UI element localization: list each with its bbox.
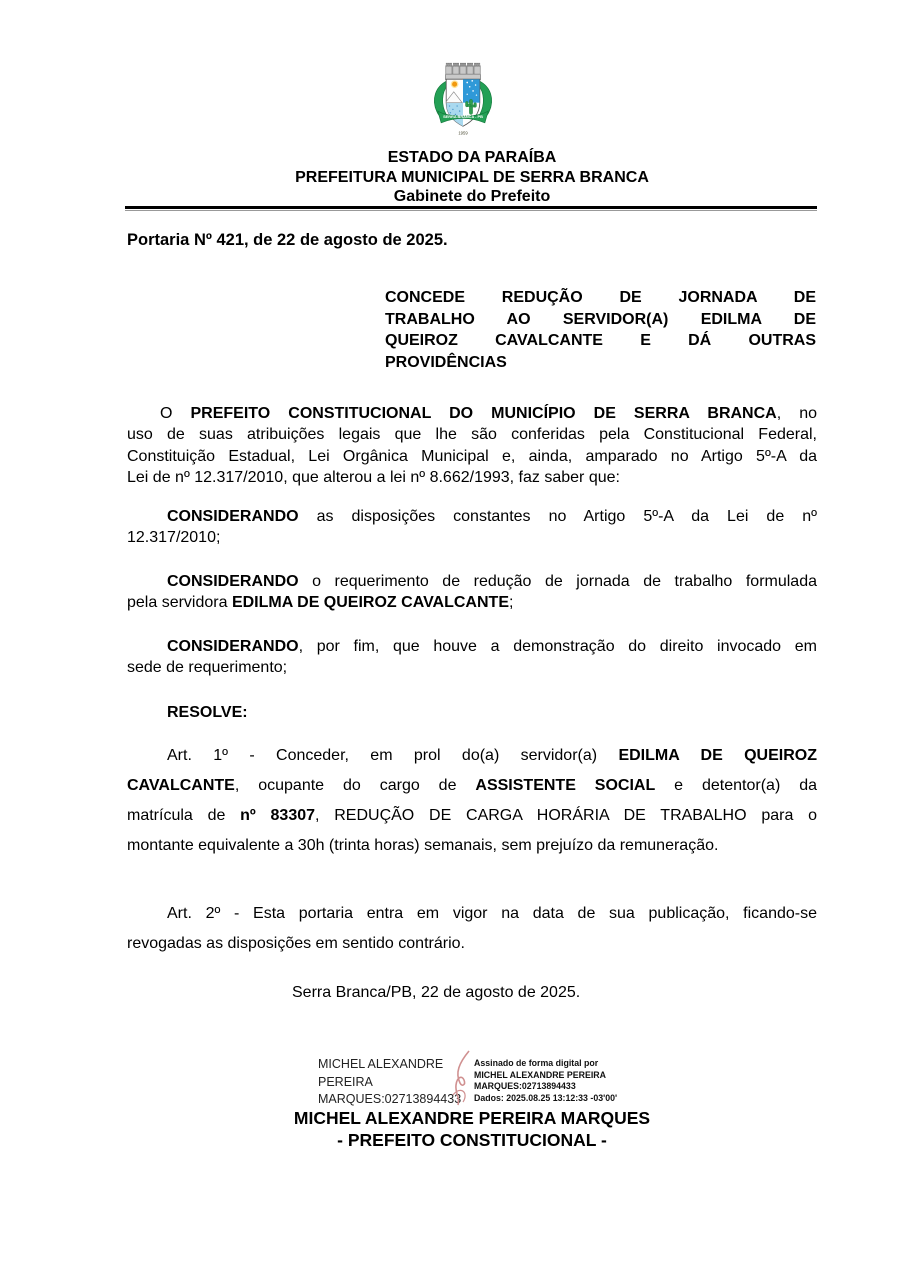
considerando-line <box>127 592 817 613</box>
letterhead-municipality: PREFEITURA MUNICIPAL DE SERRA BRANCA <box>295 168 649 186</box>
text-run: , ocupante do cargo de <box>234 777 476 794</box>
text-run: , REDUÇÃO DE CARGA HORÁRIA DE TRABALHO para o <box>315 807 818 824</box>
bold-run: CONSIDERANDO <box>167 508 299 525</box>
text-run: matrícula de <box>127 807 241 824</box>
text-run: O <box>160 405 191 422</box>
digital-signature-signer-box <box>318 1056 461 1109</box>
signer-line: MARQUES:02713894433 <box>318 1092 462 1107</box>
crest-year-text: 1959 <box>458 130 468 136</box>
dateline: Serra Branca/PB, 22 de agosto de 2025. <box>292 984 581 1001</box>
header-divider <box>125 206 817 211</box>
preamble-line: Constituição Estadual, Lei Orgânica Municipal e, ainda, amparado no Artigo 5º-A da <box>127 447 817 465</box>
signature-detail-line: MARQUES:02713894433 <box>474 1081 576 1092</box>
considerando-2-paragraph <box>127 571 817 614</box>
signer-line: MICHEL ALEXANDRE <box>318 1057 444 1071</box>
resolve-heading: RESOLVE: <box>167 704 248 721</box>
ementa-line: QUEIROZ CAVALCANTE E DÁ OUTRAS <box>385 332 816 350</box>
ementa-block <box>385 287 816 373</box>
bold-run: EDILMA DE QUEIROZ <box>618 747 817 764</box>
text-run: pela servidora <box>127 594 232 612</box>
ementa-line: PROVIDÊNCIAS <box>385 353 507 371</box>
considerando-1-paragraph <box>127 506 817 549</box>
preamble-paragraph <box>127 403 817 489</box>
preamble-line: uso de suas atribuições legais que lhe são conferidas pela Constitucional Federal, <box>127 426 817 444</box>
portaria-number-line: Portaria Nº 421, de 22 de agosto de 2025. <box>127 231 448 249</box>
signer-name: MICHEL ALEXANDRE PEREIRA MARQUES <box>293 1108 651 1128</box>
bold-run: CONSIDERANDO <box>167 638 299 655</box>
considerando-line <box>127 506 817 527</box>
considerando-line: sede de requerimento; <box>127 659 288 677</box>
preamble-line: Lei de nº 12.317/2010, que alterou a lei nº 8.662/1993, faz saber que: <box>127 469 620 487</box>
sun-icon <box>452 82 457 87</box>
text-run: , por fim, que houve a demonstração do direito invocado em <box>298 638 817 655</box>
text-run: Art. 1º - Conceder, em prol do(a) servidor(a) <box>167 747 619 764</box>
signature-detail-line: Dados: 2025.08.25 13:12:33 -03'00' <box>474 1092 618 1103</box>
text-run: ; <box>508 594 514 612</box>
letterhead-state: ESTADO DA PARAÍBA <box>387 149 557 166</box>
bold-run: PREFEITO CONSTITUCIONAL DO MUNICÍPIO DE SERRA BRANCA <box>190 405 777 422</box>
municipal-coat-of-arms <box>421 59 505 143</box>
signature-detail-line: Assinado de forma digital por <box>474 1058 599 1068</box>
considerando-line: 12.317/2010; <box>127 529 221 547</box>
preamble-line <box>127 403 817 424</box>
considerando-3-paragraph <box>127 636 817 679</box>
article-1-paragraph <box>127 741 817 861</box>
considerando-line <box>127 636 817 657</box>
article-line <box>127 741 817 771</box>
text-run: o requerimento de redução de jornada de trabalho formulada <box>298 573 817 590</box>
bold-run: CAVALCANTE <box>127 777 235 794</box>
digital-signature-details <box>474 1058 689 1104</box>
article-line: montante equivalente a 30h (trinta horas) semanais, sem prejuízo da remuneração. <box>127 837 719 854</box>
text-run: e detentor(a) da <box>655 777 818 794</box>
bold-run: nº 83307 <box>240 807 316 824</box>
article-line: revogadas as disposições em sentido contrário. <box>127 935 465 952</box>
signer-title: - PREFEITO CONSTITUCIONAL - <box>337 1130 607 1150</box>
text-run: as disposições constantes no Artigo 5º-A da Lei de nº <box>298 508 817 525</box>
letterhead-office: Gabinete do Prefeito <box>393 188 551 205</box>
article-line: Art. 2º - Esta portaria entra em vigor na data de sua publicação, ficando-se <box>167 905 817 922</box>
article-line <box>127 801 817 831</box>
signer-line: PEREIRA <box>318 1074 373 1089</box>
ementa-line: CONCEDE REDUÇÃO DE JORNADA DE <box>385 289 816 306</box>
crest-banner-text: SERRA BRANCA - PB <box>443 115 483 120</box>
text-run: , no <box>776 405 818 422</box>
signature-detail-line: MICHEL ALEXANDRE PEREIRA <box>474 1069 606 1080</box>
coat-of-arms-icon <box>421 59 505 143</box>
article-2-paragraph <box>127 899 817 959</box>
bold-run: EDILMA DE QUEIROZ CAVALCANTE <box>231 594 509 612</box>
mural-crown-icon <box>445 63 480 80</box>
article-line <box>127 771 817 801</box>
letterhead <box>127 148 817 207</box>
ementa-line: TRABALHO AO SERVIDOR(A) EDILMA DE <box>385 310 816 328</box>
bold-run: CONSIDERANDO <box>167 573 299 590</box>
considerando-line <box>127 571 817 592</box>
digital-signature-flourish-icon <box>449 1049 477 1107</box>
bold-run: ASSISTENTE SOCIAL <box>475 777 656 794</box>
